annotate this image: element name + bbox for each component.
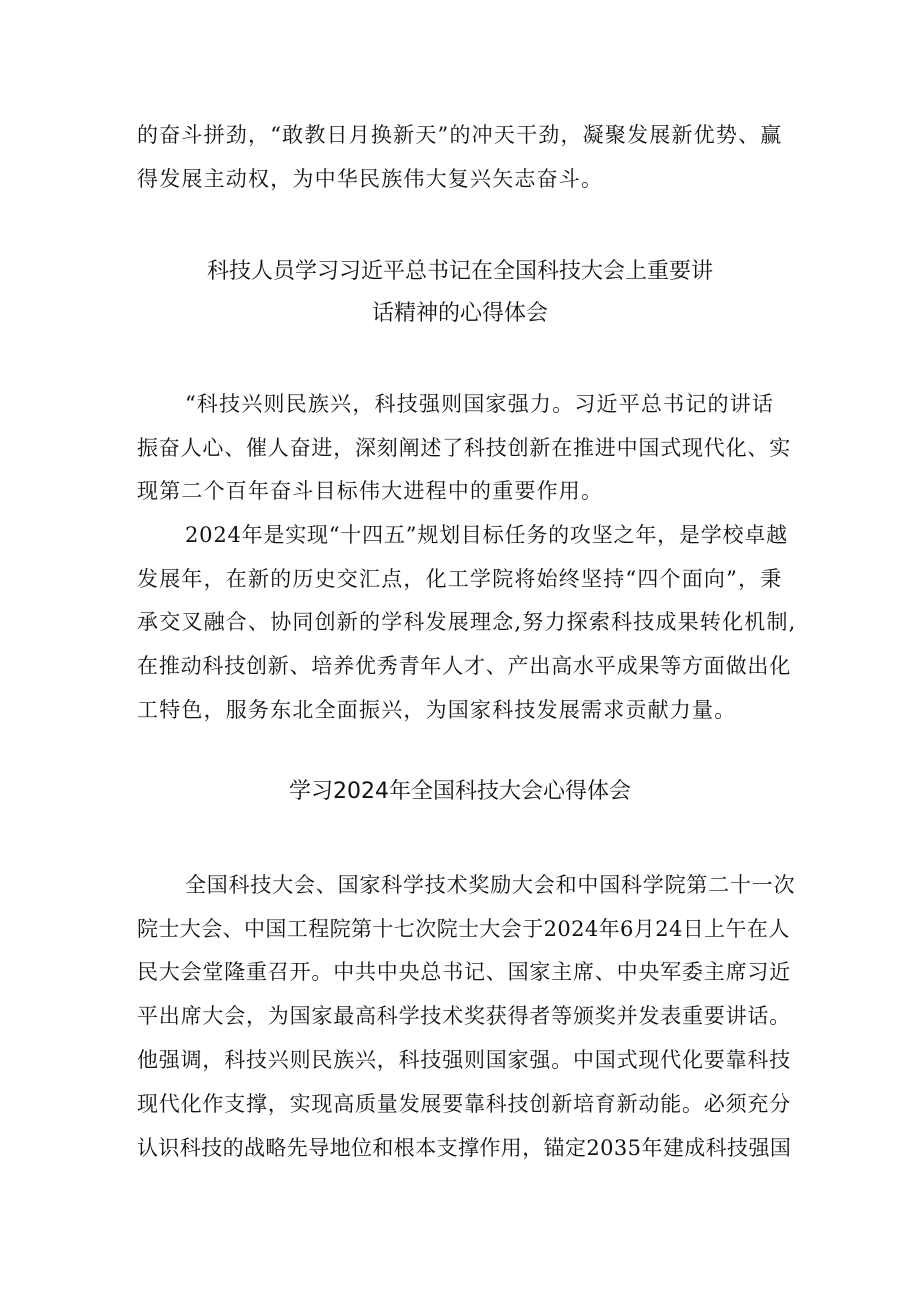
article2-para1-line-1: 全国科技大会、国家科学技术奖励大会和中国科学院第二十一次 [185,873,796,897]
article1-para2-line-1: 2024年是实现“十四五”规划目标任务的攻坚之年，是学校卓越 [185,523,788,547]
intro-tail-line-2: 得发展主动权，为中华民族伟大复兴矢志奋斗。 [137,167,604,191]
article1-para1-line-3: 现第二个百年奋斗目标伟大进程中的重要作用。 [137,479,604,503]
article1-para2-line-2: 发展年，在新的历史交汇点，化工学院将始终坚持“四个面向”，秉 [137,567,783,591]
article1-para2-line-3: 承交叉融合、协同创新的学科发展理念,努力探索科技成果转化机制, [137,610,797,634]
article2-title: 学习2024年全国科技大会心得体会 [289,779,631,804]
article2-para1-line-5: 他强调，科技兴则民族兴，科技强则国家强。中国式现代化要靠科技 [137,1048,791,1072]
article2-para1-line-7: 认识科技的战略先导地位和根本支撑作用，锚定2035年建成科技强国 [137,1136,792,1160]
article1-title-line-1: 科技人员学习习近平总书记在全国科技大会上重要讲 [206,259,713,284]
article2-para1-line-6: 现代化作支撑，实现高质量发展要靠科技创新培育新动能。必须充分 [137,1092,791,1116]
article1-para1-line-2: 振奋人心、催人奋进，深刻阐述了科技创新在推进中国式现代化、实 [137,436,791,460]
article1-para2-line-4: 在推动科技创新、培养优秀青年人才、产出高水平成果等方面做出化 [137,654,791,678]
article1-para2-line-5: 工特色，服务东北全面振兴，为国家科技发展需求贡献力量。 [137,698,737,722]
article2-para1-line-2: 院士大会、中国工程院第十七次院士大会于2024年6月24日上午在人 [137,917,790,941]
article1-para1-line-1: “科技兴则民族兴，科技强则国家强力。习近平总书记的讲话 [185,392,775,416]
article2-para1-line-4: 平出席大会，为国家最高科学技术奖获得者等颁奖并发表重要讲话。 [137,1004,791,1028]
intro-tail-line-1: 的奋斗拼劲，“敢教日月换新天”的冲天干劲，凝聚发展新优势、赢 [137,123,783,147]
article2-para1-line-3: 民大会堂隆重召开。中共中央总书记、国家主席、中央军委主席习近 [137,960,791,984]
article1-title-line-2: 话精神的心得体会 [371,301,548,326]
